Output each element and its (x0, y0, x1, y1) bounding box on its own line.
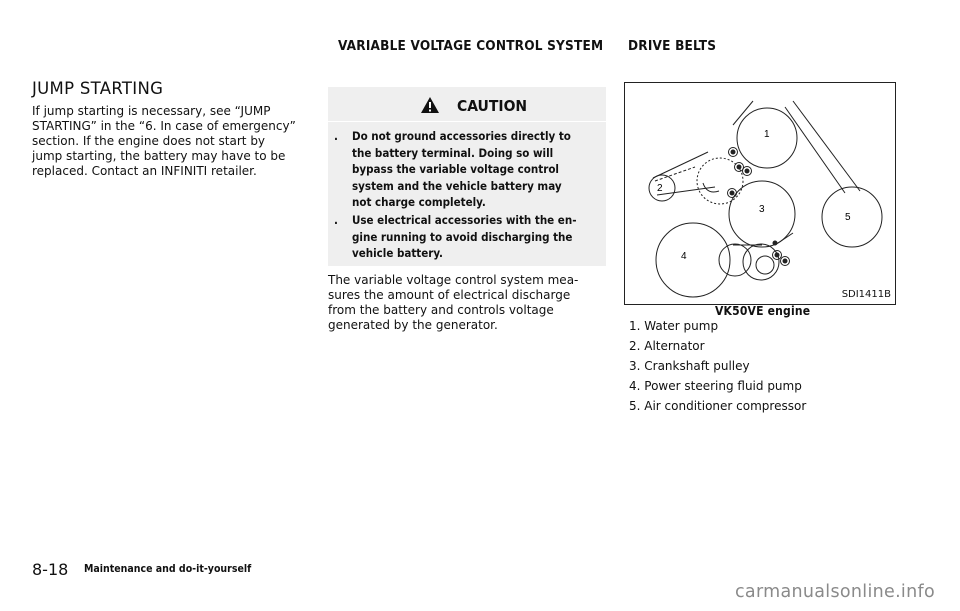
header-variable-voltage-control-system: VARIABLE VOLTAGE CONTROL SYSTEM (338, 38, 604, 54)
legend-item: 4. Power steering fluid pump (629, 379, 802, 393)
belt-segment (775, 233, 793, 245)
caution-divider (328, 121, 606, 122)
jump-line: section. If the engine does not start by (32, 134, 266, 148)
header-drive-belts: DRIVE BELTS (628, 38, 717, 54)
caution-line: vehicle battery. (352, 246, 443, 260)
caution-line: gine running to avoid discharging the (352, 229, 573, 244)
jump-starting-title: JUMP STARTING (32, 79, 164, 98)
bolt (731, 150, 736, 155)
bolt (775, 253, 780, 258)
jump-starting-paragraph (32, 104, 300, 179)
legend-item: 2. Alternator (629, 339, 705, 353)
figure-caption: VK50VE engine (715, 304, 811, 318)
legend-item: 3. Crankshaft pulley (629, 359, 750, 373)
pulley-alternator-dashed (697, 158, 743, 204)
legend-item: 5. Air conditioner compressor (629, 399, 807, 413)
page-number: 8-18 (32, 560, 69, 579)
caution-line: Use electrical accessories with the en- (352, 213, 577, 227)
jump-line: If jump starting is necessary, see “JUMP (32, 104, 271, 118)
pulley-ac-compressor (822, 187, 882, 247)
pulley-label-3: 3 (759, 204, 765, 215)
pulley-label-2: 2 (657, 183, 663, 194)
caution-line: Do not ground accessories directly to (352, 129, 571, 143)
caution-line: system and the vehicle battery may (352, 178, 562, 193)
jump-line: replaced. Contact an INFINITI retailer. (32, 164, 257, 178)
watermark: carmanualsonline.info (735, 582, 935, 602)
vvcs-line: The variable voltage control system mea- (328, 273, 579, 287)
pulley-label-4: 4 (681, 251, 687, 262)
pulley-legend (629, 316, 806, 416)
caution-line: bypass the variable voltage control (352, 162, 559, 176)
caution-line: the battery terminal. Doing so will (352, 145, 554, 160)
vvcs-line: generated by the generator. (328, 318, 498, 332)
caution-title: CAUTION (457, 97, 528, 115)
jump-line: STARTING” in the “6. In case of emergency” (32, 119, 296, 133)
pulley-idler (719, 244, 751, 276)
caution-box (328, 87, 606, 266)
jump-line: jump starting, the battery may have to be (32, 149, 286, 163)
warning-triangle-icon (420, 96, 440, 118)
vvcs-paragraph (328, 273, 606, 333)
footer-section-title: Maintenance and do-it-yourself (84, 563, 252, 575)
bolt (783, 259, 788, 264)
bolt (773, 241, 778, 246)
pulley-tensioner-inner (756, 256, 774, 274)
bolt (730, 191, 735, 196)
drive-belt-diagram (625, 83, 895, 304)
pulley-label-1: 1 (764, 129, 770, 140)
bolt (737, 165, 742, 170)
caution-item (334, 128, 596, 211)
drive-belt-figure (624, 82, 896, 305)
figure-code: SDI1411B (841, 289, 891, 300)
legend-item: 1. Water pump (629, 319, 719, 333)
caution-line: not charge completely. (352, 195, 486, 209)
pulley-label-5: 5 (845, 212, 851, 223)
caution-item (334, 212, 596, 262)
belt-segment (653, 152, 708, 178)
belt-segment (793, 101, 860, 191)
bullet-dot: . (334, 129, 338, 143)
bullet-dot: . (334, 213, 338, 227)
vvcs-line: sures the amount of electrical discharge (328, 288, 571, 302)
vvcs-line: from the battery and controls voltage (328, 303, 554, 317)
bolt (745, 169, 750, 174)
